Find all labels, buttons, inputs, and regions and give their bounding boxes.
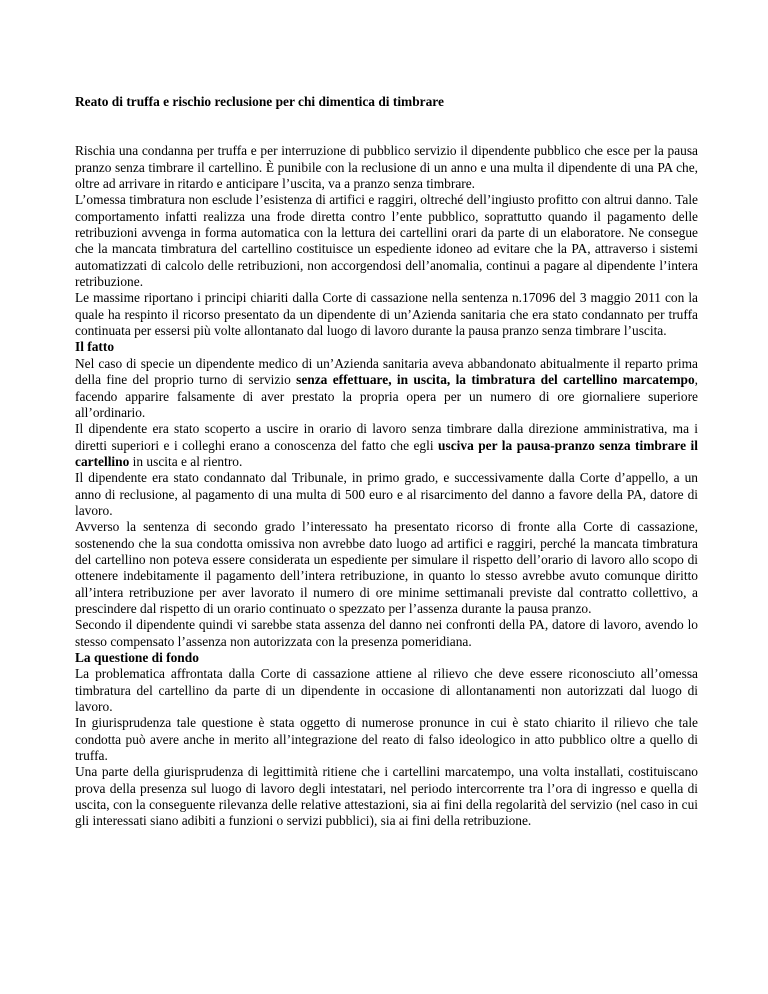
bold-run: senza effettuare, in uscita, la timbratura del cartellino marcatempo xyxy=(296,372,695,388)
text-run: in uscita e al rientro. xyxy=(129,453,243,469)
paragraph-assenza-danno: Secondo il dipendente quindi vi sarebbe stata assenza del danno nei confronti della PA, datore di lavoro, avendo lo stesso compensato l’assenza non autorizzata con la presenza pomeridiana. xyxy=(75,617,698,649)
paragraph-omessa-timbratura: L’omessa timbratura non esclude l’esistenza di artifici e raggiri, oltreché dell’ingiusto profitto con altrui danno. Tale comportamento infatti realizza una frode diretta contro l’ente pubblico, soprattutto quando il pagamento delle retribuzioni avvenga in forma automatica con la lettura dei cartellini orari da parte di un elaboratore. Ne consegue che la mancata timbratura del cartellino costituisce un espediente idoneo ad evitare che la PA, attraverso i sistemi automatizzati di calcolo delle retribuzioni, non accorgendosi dell’anomalia, continui a pagare al dipendente l’intera retribuzione. xyxy=(75,192,698,290)
text-run: , facendo apparire falsamente di aver prestato la propria opera per un numero di ore giornaliere superiore all’ordinario. xyxy=(75,372,698,420)
paragraph-intro: Rischia una condanna per truffa e per interruzione di pubblico servizio il dipendente pubblico che esce per la pausa pranzo senza timbrare il cartellino. È punibile con la reclusione di un anno e una multa il dipendente di una PA che, oltre ad arrivare in ritardo e anticipare l’uscita, va a pranzo senza timbrare. xyxy=(75,143,698,192)
document-page xyxy=(75,0,698,830)
text-run: Nel caso di specie un dipendente medico di un’Azienda sanitaria aveva abbandonato abitualmente il reparto prima della fine del proprio turno di servizio xyxy=(75,355,698,388)
heading-questione-di-fondo: La questione di fondo xyxy=(75,650,199,665)
paragraph-scoperto xyxy=(75,421,698,470)
document-title: Reato di truffa e rischio reclusione per chi dimentica di timbrare xyxy=(75,94,444,109)
paragraph-legittimita: Una parte della giurisprudenza di legittimità ritiene che i cartellini marcatempo, una volta installati, costituiscano prova della presenza sul luogo di lavoro degli intestatari, nel periodo intercorrente tra l’ora di ingresso e quella di uscita, con la conseguente rilevanza delle relative attestazioni, sia ai fini della regolarità del servizio (nel caso in cui gli interessati siano adibiti a funzioni o servizi pubblici), sia ai fini della retribuzione. xyxy=(75,764,698,829)
paragraph-caso-di-specie xyxy=(75,356,698,421)
heading-il-fatto: Il fatto xyxy=(75,339,115,355)
spacer xyxy=(75,110,698,143)
paragraph-ricorso: Avverso la sentenza di secondo grado l’interessato ha presentato ricorso di fronte alla Corte di cassazione, sostenendo che la sua condotta omissiva non avrebbe dato luogo ad artifici e raggiri, perché la mancata timbratura del cartellino non poteva essere considerata un espediente per simulare il rispetto dell’orario di lavoro allo scopo di ottenere indebitamente il pagamento dell’intera retribuzione, in quanto lo stesso avrebbe avuto comunque diritto all’intera retribuzione per aver lavorato il numero di ore minime settimanali previste dal contratto collettivo, a prescindere dal rispetto di un orario continuato o spezzato per l’assenza durante la pausa pranzo. xyxy=(75,519,698,616)
paragraph-giurisprudenza: In giurisprudenza tale questione è stata oggetto di numerose pronunce in cui è stato chiarito il rilievo che tale condotta può avere anche in merito all’integrazione del reato di falso ideologico in atto pubblico oltre a quello di truffa. xyxy=(75,715,698,764)
bold-run: usciva per la pausa-pranzo senza timbrare il cartellino xyxy=(75,437,698,469)
paragraph-problematica: La problematica affrontata dalla Corte di cassazione attiene al rilievo che deve essere riconosciuto all’omessa timbratura del cartellino da parte di un dipendente in occasione di allontanamenti non autorizzati dal luogo di lavoro. xyxy=(75,666,698,715)
paragraph-massime: Le massime riportano i principi chiariti dalla Corte di cassazione nella sentenza n.17096 del 3 maggio 2011 con la quale ha respinto il ricorso presentato da un dipendente di un’Azienda sanitaria che era stato condannato per truffa continuata per essersi più volte allontanato dal luogo di lavoro durante la pausa pranzo senza timbrare l’uscita. xyxy=(75,290,698,339)
text-run: Il dipendente era stato scoperto a uscire in orario di lavoro senza timbrare dalla direzione amministrativa, ma i diretti superiori e i colleghi erano a conoscenza del fatto che egli xyxy=(75,421,698,453)
paragraph-condanna: Il dipendente era stato condannato dal Tribunale, in primo grado, e successivamente dalla Corte d’appello, a un anno di reclusione, al pagamento di una multa di 500 euro e al risarcimento del danno a favore della PA, datore di lavoro. xyxy=(75,470,698,518)
